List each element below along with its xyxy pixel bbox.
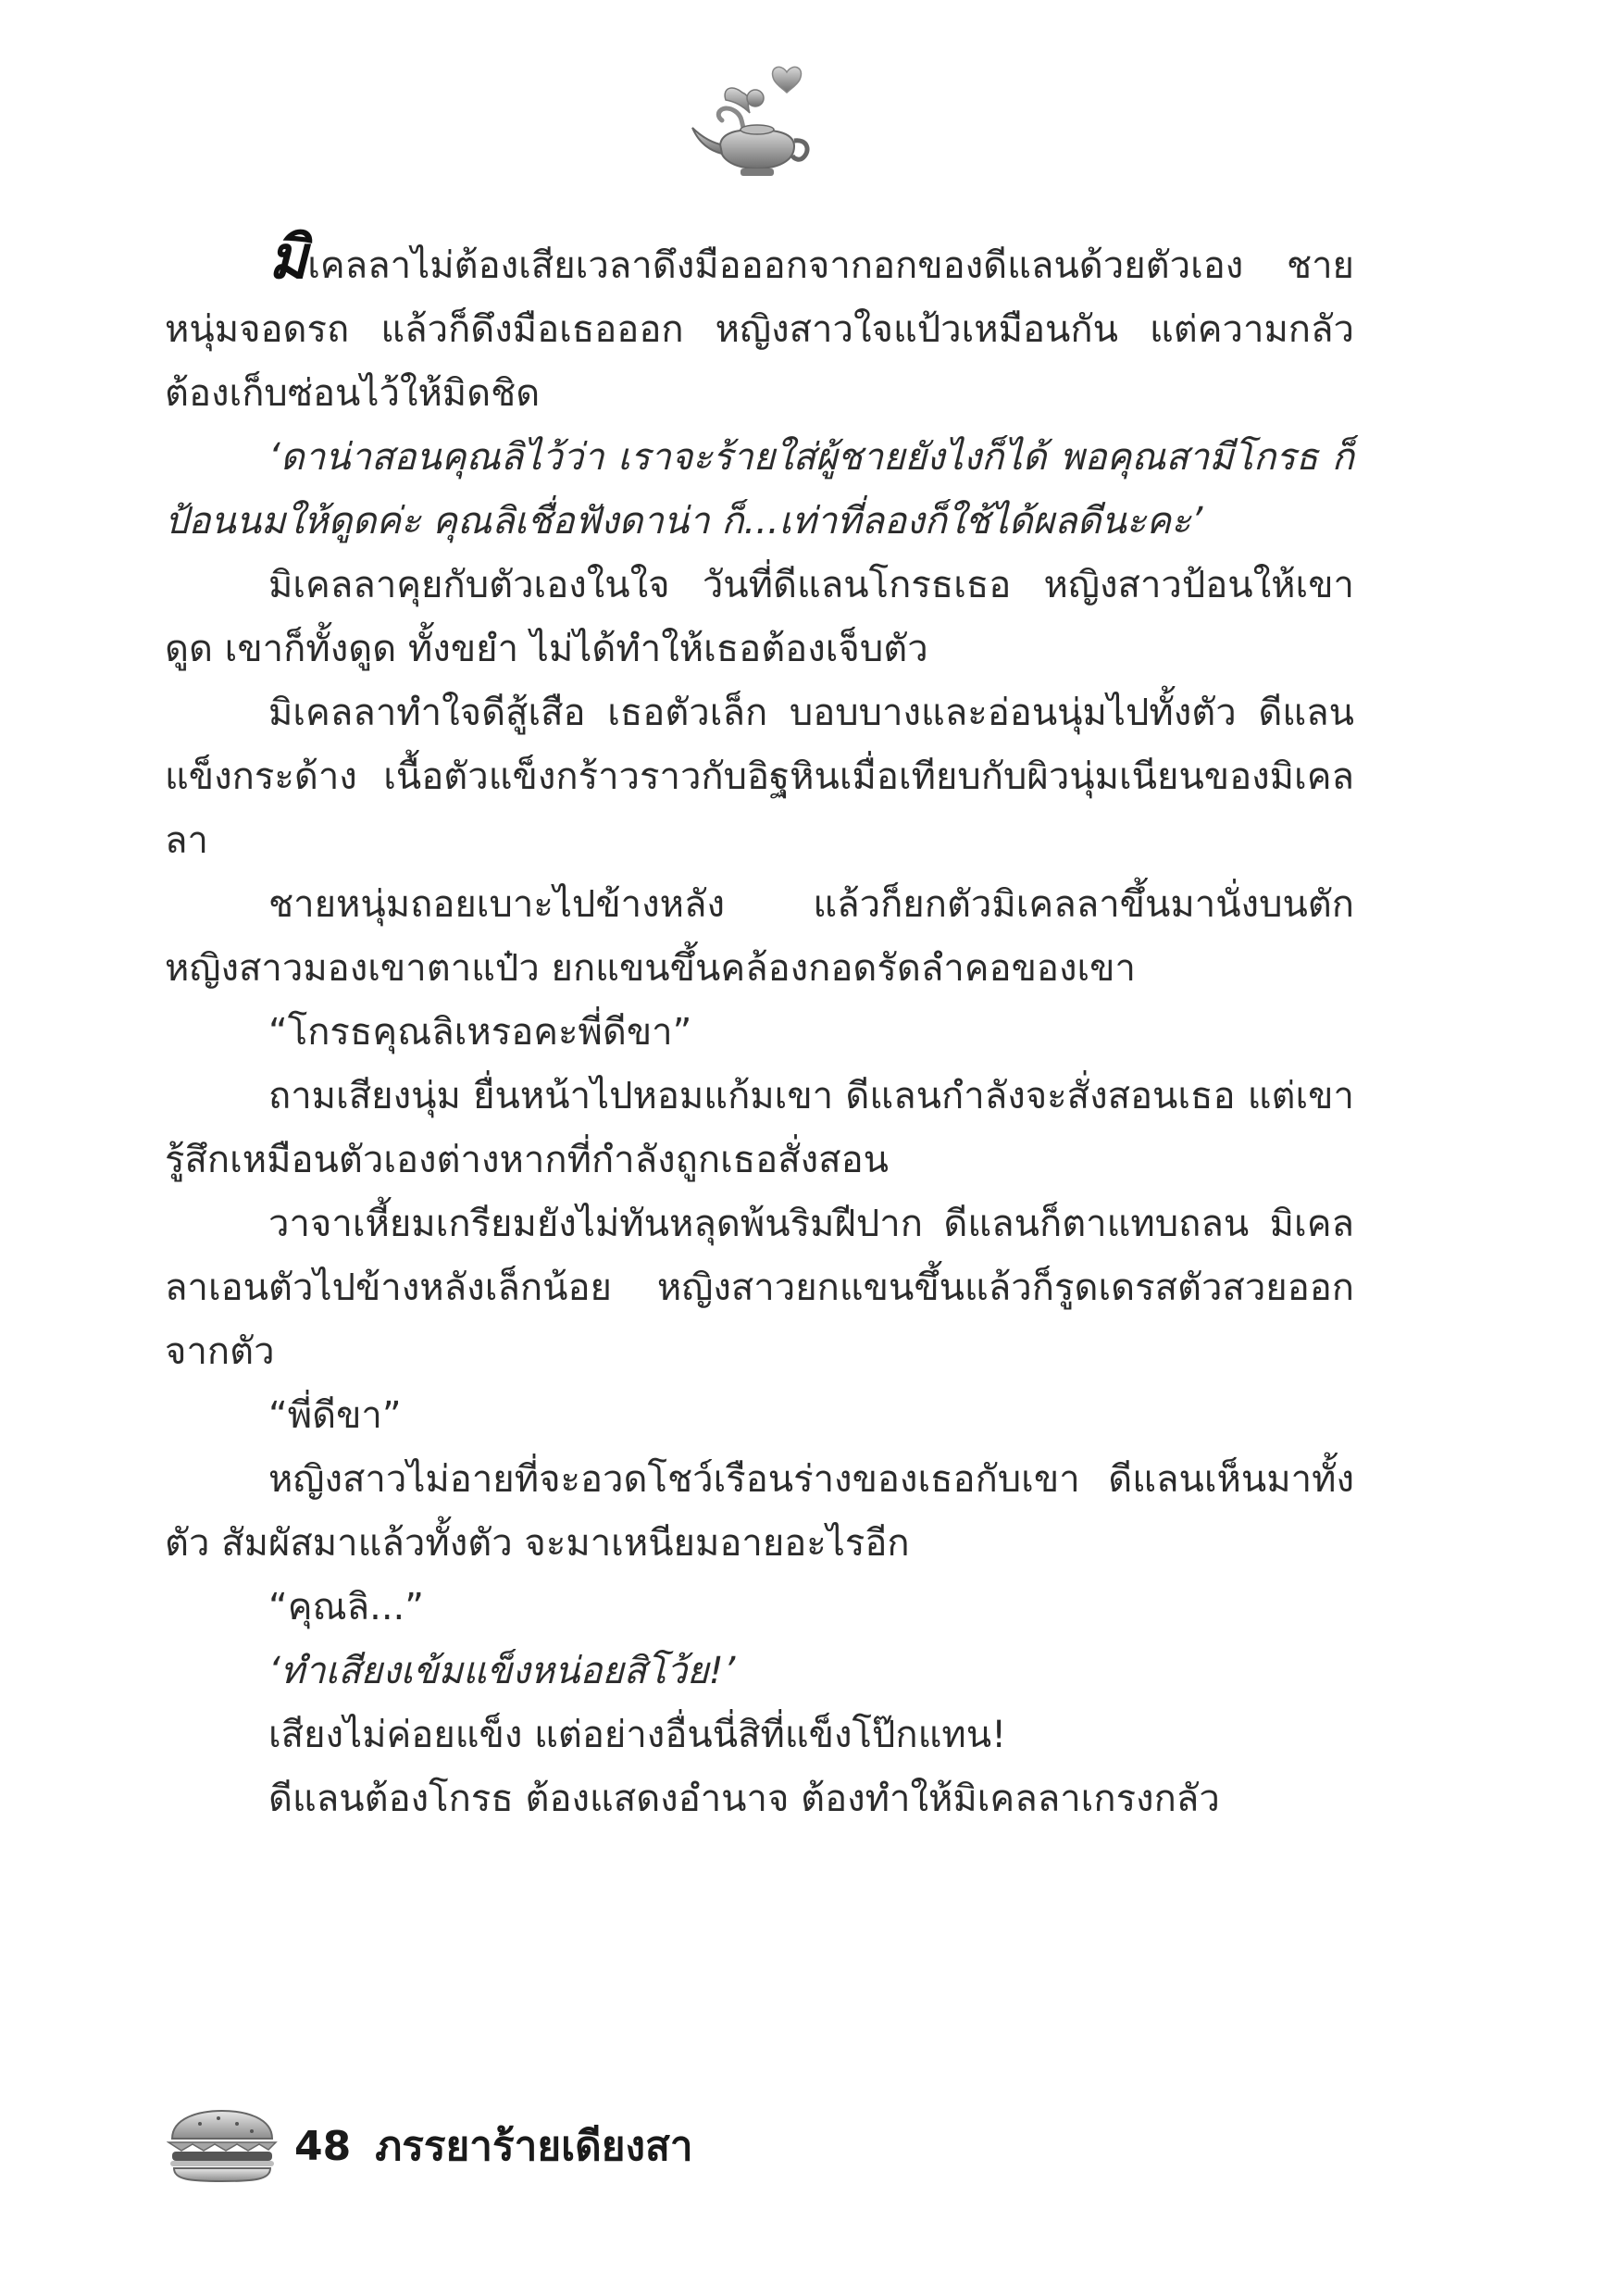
paragraph: ดีแลนต้องโกรธ ต้องแสดงอำนาจ ต้องทำให้มิเคลลาเกรงกลัว: [268, 1778, 1220, 1820]
paragraph: ชายหนุ่มถอยเบาะไปข้างหลัง แล้วก็ยกตัวมิเคลลาขึ้นมานั่งบนตัก หญิงสาวมองเขาตาแป๋ว ยกแขนขึ้นคล้องกอดรัดลำคอของเขา: [165, 883, 1354, 990]
page-number: 48: [294, 2122, 352, 2170]
first-paragraph: [165, 224, 1354, 426]
burger-icon: [167, 2107, 278, 2185]
first-paragraph-text: เคลลาไม่ต้องเสียเวลาดึงมือออกจากอกของดีแลนด้วยตัวเอง ชายหนุ่มจอดรถ แล้วก็ดึงมือเธอออก หญิงสาวใจแป้วเหมือนกัน แต่ความกลัวต้องเก็บซ่อนไว้ให้มิดชิด: [165, 244, 1354, 415]
paragraph: “คุณลิ...”: [268, 1586, 424, 1628]
book-title: ภรรยาร้ายเดียงสา: [375, 2123, 693, 2170]
paragraph: เสียงไม่ค่อยแข็ง แต่อย่างอื่นนี่สิที่แข็งโป๊กแทน!: [268, 1714, 1007, 1756]
paragraphs: [165, 426, 1354, 1831]
paragraph: มิเคลลาคุยกับตัวเองในใจ วันที่ดีแลนโกรธเธอ หญิงสาวป้อนให้เขาดูด เขาก็ทั้งดูด ทั้งขยำ ไม่ได้ทำให้เธอต้องเจ็บตัว: [165, 564, 1354, 670]
paragraph: ถามเสียงนุ่ม ยื่นหน้าไปหอมแก้มเขา ดีแลนกำลังจะสั่งสอนเธอ แต่เขารู้สึกเหมือนตัวเองต่างหากที่กำลังถูกเธอสั่งสอน: [165, 1075, 1354, 1181]
paragraph: หญิงสาวไม่อายที่จะอวดโชว์เรือนร่างของเธอกับเขา ดีแลนเห็นมาทั้งตัว สัมผัสมาแล้วทั้งตัว จะมาเหนียมอายอะไรอีก: [165, 1458, 1354, 1565]
paragraph: “พี่ดีขา”: [268, 1394, 402, 1437]
paragraph: มิเคลลาทำใจดีสู้เสือ เธอตัวเล็ก บอบบางและอ่อนนุ่มไปทั้งตัว ดีแลนแข็งกระด้าง เนื้อตัวแข็งกร้าวราวกับอิฐหินเมื่อเทียบกับผิวนุ่มเนียนของมิเคลลา: [165, 692, 1354, 862]
dropcap: มิ: [268, 224, 308, 293]
paragraph: วาจาเหี้ยมเกรียมยังไม่ทันหลุดพ้นริมฝีปาก ดีแลนก็ตาแทบถลน มิเคลลาเอนตัวไปข้างหลังเล็กน้อย หญิงสาวยกแขนขึ้นแล้วก็รูดเดรสตัวสวยออกจากตัว: [165, 1203, 1354, 1373]
paragraph: ‘ดาน่าสอนคุณลิไว้ว่า เราจะร้ายใส่ผู้ชายยังไงก็ได้ พอคุณสามีโกรธ ก็ป้อนนมให้ดูดค่ะ คุณลิเชื่อฟังดาน่า ก็...เท่าที่ลองก็ใช้ได้ผลดีนะคะ’: [165, 436, 1354, 543]
paragraph: ‘ทำเสียงเข้มแข็งหน่อยสิโว้ย!’: [268, 1650, 736, 1692]
text-body: [165, 224, 1354, 1831]
page-footer: [167, 2100, 693, 2192]
paragraph: “โกรธคุณลิเหรอคะพี่ดีขา”: [268, 1011, 692, 1054]
teapot-cupid-ornament-icon: [685, 56, 824, 194]
